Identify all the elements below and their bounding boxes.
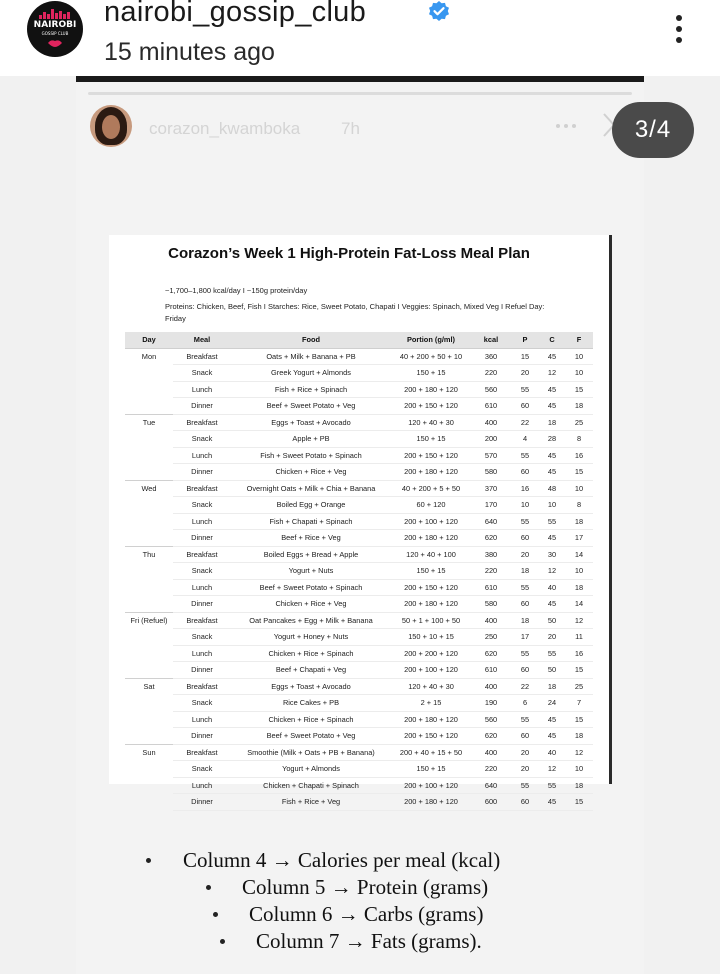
cell-carbs: 20 xyxy=(539,629,565,646)
cell-protein: 60 xyxy=(511,662,539,679)
cell-meal: Dinner xyxy=(173,464,231,481)
cell-day: Wed xyxy=(125,480,173,497)
cell-protein: 20 xyxy=(511,365,539,382)
cell-portion: 200 + 150 + 120 xyxy=(391,398,471,415)
bullet-icon xyxy=(146,858,151,863)
cell-portion: 150 + 10 + 15 xyxy=(391,629,471,646)
cell-portion: 2 + 15 xyxy=(391,695,471,712)
table-row xyxy=(125,546,593,563)
cell-carbs: 50 xyxy=(539,662,565,679)
verified-badge-icon xyxy=(427,0,451,24)
cell-day xyxy=(125,563,173,580)
cell-meal: Dinner xyxy=(173,596,231,613)
cell-carbs: 45 xyxy=(539,728,565,745)
caption-line-1: Column 4 → Calories per meal (kcal) xyxy=(183,848,501,872)
cell-day xyxy=(125,381,173,398)
cell-protein: 60 xyxy=(511,530,539,547)
column-header-meal: Meal xyxy=(173,332,231,348)
table-row xyxy=(125,744,593,761)
cell-carbs: 10 xyxy=(539,497,565,514)
cell-carbs: 30 xyxy=(539,546,565,563)
cell-day xyxy=(125,777,173,794)
cell-food: Eggs + Toast + Avocado xyxy=(231,414,391,431)
cell-meal: Dinner xyxy=(173,662,231,679)
cell-fat: 10 xyxy=(565,761,593,778)
cell-protein: 18 xyxy=(511,612,539,629)
cell-kcal: 220 xyxy=(471,365,511,382)
cell-food: Rice Cakes + PB xyxy=(231,695,391,712)
column-header-food: Food xyxy=(231,332,391,348)
cell-food: Fish + Rice + Spinach xyxy=(231,381,391,398)
cell-carbs: 18 xyxy=(539,414,565,431)
cell-carbs: 45 xyxy=(539,447,565,464)
cell-protein: 20 xyxy=(511,761,539,778)
cell-day xyxy=(125,431,173,448)
table-row xyxy=(125,447,593,464)
cell-food: Yogurt + Almonds xyxy=(231,761,391,778)
cell-food: Boiled Eggs + Bread + Apple xyxy=(231,546,391,563)
cell-portion: 150 + 15 xyxy=(391,365,471,382)
cell-fat: 18 xyxy=(565,398,593,415)
cell-fat: 14 xyxy=(565,596,593,613)
more-vertical-icon xyxy=(676,15,682,21)
cell-day xyxy=(125,513,173,530)
cell-day xyxy=(125,579,173,596)
table-row xyxy=(125,398,593,415)
table-row xyxy=(125,513,593,530)
meal-plan-table xyxy=(125,332,593,811)
table-row xyxy=(125,497,593,514)
cell-day xyxy=(125,728,173,745)
column-header-portion: Portion (g/ml) xyxy=(391,332,471,348)
cell-meal: Snack xyxy=(173,365,231,382)
table-row xyxy=(125,612,593,629)
document-edge xyxy=(609,235,612,784)
cell-meal: Lunch xyxy=(173,381,231,398)
cell-food: Beef + Sweet Potato + Veg xyxy=(231,398,391,415)
lips-logo-icon xyxy=(48,39,62,47)
cell-fat: 16 xyxy=(565,447,593,464)
cell-carbs: 45 xyxy=(539,711,565,728)
cell-meal: Lunch xyxy=(173,447,231,464)
table-row xyxy=(125,711,593,728)
cell-carbs: 45 xyxy=(539,596,565,613)
cell-fat: 16 xyxy=(565,645,593,662)
cell-meal: Lunch xyxy=(173,513,231,530)
cell-meal: Breakfast xyxy=(173,678,231,695)
cell-carbs: 40 xyxy=(539,744,565,761)
cell-portion: 200 + 40 + 15 + 50 xyxy=(391,744,471,761)
cell-fat: 10 xyxy=(565,365,593,382)
table-header-row xyxy=(125,332,593,348)
cell-meal: Breakfast xyxy=(173,612,231,629)
cell-protein: 15 xyxy=(511,348,539,365)
cell-food: Fish + Sweet Potato + Spinach xyxy=(231,447,391,464)
cell-kcal: 360 xyxy=(471,348,511,365)
cell-kcal: 620 xyxy=(471,530,511,547)
cell-portion: 120 + 40 + 30 xyxy=(391,678,471,695)
table-row xyxy=(125,365,593,382)
story-progress-bar xyxy=(88,92,632,95)
cell-meal: Lunch xyxy=(173,777,231,794)
cell-protein: 4 xyxy=(511,431,539,448)
cell-fat: 15 xyxy=(565,794,593,811)
cell-food: Beef + Sweet Potato + Spinach xyxy=(231,579,391,596)
cell-fat: 10 xyxy=(565,480,593,497)
cell-kcal: 610 xyxy=(471,398,511,415)
cell-meal: Dinner xyxy=(173,530,231,547)
cell-day xyxy=(125,761,173,778)
cell-fat: 7 xyxy=(565,695,593,712)
column-header-kcal: kcal xyxy=(471,332,511,348)
cell-meal: Lunch xyxy=(173,645,231,662)
column-header-day: Day xyxy=(125,332,173,348)
cell-food: Chicken + Chapati + Spinach xyxy=(231,777,391,794)
cell-fat: 15 xyxy=(565,711,593,728)
cell-fat: 15 xyxy=(565,381,593,398)
post-timestamp: 15 minutes ago xyxy=(104,38,275,66)
cell-portion: 200 + 150 + 120 xyxy=(391,579,471,596)
cell-food: Chicken + Rice + Spinach xyxy=(231,711,391,728)
table-row xyxy=(125,678,593,695)
bullet-icon xyxy=(206,885,211,890)
cell-fat: 18 xyxy=(565,777,593,794)
cell-day: Tue xyxy=(125,414,173,431)
cell-food: Fish + Chapati + Spinach xyxy=(231,513,391,530)
cell-fat: 11 xyxy=(565,629,593,646)
cell-food: Beef + Chapati + Veg xyxy=(231,662,391,679)
carousel-page-counter: 3/4 xyxy=(612,102,694,158)
cell-portion: 200 + 180 + 120 xyxy=(391,711,471,728)
cell-kcal: 200 xyxy=(471,431,511,448)
cell-fat: 18 xyxy=(565,513,593,530)
table-row xyxy=(125,579,593,596)
cell-protein: 18 xyxy=(511,563,539,580)
bullet-icon xyxy=(220,939,225,944)
cell-food: Chicken + Rice + Veg xyxy=(231,464,391,481)
caption-line-4: Column 7 → Fats (grams). xyxy=(256,929,482,953)
cell-kcal: 400 xyxy=(471,612,511,629)
account-username[interactable]: nairobi_gossip_club xyxy=(104,0,367,28)
cell-fat: 14 xyxy=(565,546,593,563)
cell-portion: 40 + 200 + 50 + 10 xyxy=(391,348,471,365)
cell-carbs: 45 xyxy=(539,348,565,365)
cell-carbs: 12 xyxy=(539,365,565,382)
cell-carbs: 12 xyxy=(539,761,565,778)
cell-food: Chicken + Rice + Veg xyxy=(231,596,391,613)
cell-portion: 150 + 15 xyxy=(391,431,471,448)
cell-carbs: 55 xyxy=(539,645,565,662)
cell-day xyxy=(125,711,173,728)
cell-kcal: 640 xyxy=(471,777,511,794)
cell-carbs: 45 xyxy=(539,794,565,811)
cell-food: Boiled Egg + Orange xyxy=(231,497,391,514)
account-avatar[interactable] xyxy=(27,1,83,57)
document-subtitle-foods: Proteins: Chicken, Beef, Fish I Starches: Rice, Sweet Potato, Chapati I Veggies: Spinach, Mixed Veg I Refuel Day: Friday xyxy=(165,302,545,323)
cell-food: Fish + Rice + Veg xyxy=(231,794,391,811)
meal-plan-document xyxy=(109,235,611,807)
cell-kcal: 220 xyxy=(471,563,511,580)
cell-fat: 8 xyxy=(565,431,593,448)
cell-protein: 55 xyxy=(511,579,539,596)
cell-day xyxy=(125,662,173,679)
cell-meal: Dinner xyxy=(173,728,231,745)
cell-protein: 55 xyxy=(511,381,539,398)
table-row xyxy=(125,629,593,646)
cell-food: Oat Pancakes + Egg + Milk + Banana xyxy=(231,612,391,629)
cell-food: Beef + Rice + Veg xyxy=(231,530,391,547)
cell-carbs: 45 xyxy=(539,381,565,398)
cell-meal: Dinner xyxy=(173,398,231,415)
cell-fat: 8 xyxy=(565,497,593,514)
story-username[interactable]: corazon_kwamboka xyxy=(149,119,301,138)
cell-food: Beef + Sweet Potato + Veg xyxy=(231,728,391,745)
cell-food: Yogurt + Nuts xyxy=(231,563,391,580)
cell-portion: 200 + 150 + 120 xyxy=(391,728,471,745)
cell-kcal: 190 xyxy=(471,695,511,712)
more-options-button[interactable] xyxy=(667,11,691,47)
cell-food: Greek Yogurt + Almonds xyxy=(231,365,391,382)
cell-kcal: 580 xyxy=(471,596,511,613)
cell-carbs: 24 xyxy=(539,695,565,712)
table-row xyxy=(125,794,593,811)
cell-portion: 200 + 180 + 120 xyxy=(391,794,471,811)
cell-portion: 120 + 40 + 100 xyxy=(391,546,471,563)
story-user-avatar[interactable] xyxy=(90,105,132,147)
cell-carbs: 45 xyxy=(539,530,565,547)
bullet-icon xyxy=(213,912,218,917)
cell-carbs: 45 xyxy=(539,398,565,415)
cell-kcal: 640 xyxy=(471,513,511,530)
cell-carbs: 45 xyxy=(539,464,565,481)
cell-kcal: 580 xyxy=(471,464,511,481)
cell-meal: Breakfast xyxy=(173,744,231,761)
cell-day: Fri (Refuel) xyxy=(125,612,173,629)
cell-carbs: 55 xyxy=(539,777,565,794)
cell-portion: 200 + 180 + 120 xyxy=(391,596,471,613)
cell-meal: Breakfast xyxy=(173,546,231,563)
avatar-logo-subtext: GOSSIP CLUB xyxy=(41,31,69,36)
table-row xyxy=(125,381,593,398)
cell-meal: Dinner xyxy=(173,794,231,811)
cell-meal: Breakfast xyxy=(173,480,231,497)
cell-carbs: 28 xyxy=(539,431,565,448)
cell-protein: 20 xyxy=(511,546,539,563)
column-header-protein: P xyxy=(511,332,539,348)
cell-kcal: 250 xyxy=(471,629,511,646)
cell-protein: 55 xyxy=(511,513,539,530)
more-horizontal-icon[interactable] xyxy=(556,123,578,131)
cell-protein: 55 xyxy=(511,777,539,794)
table-row xyxy=(125,728,593,745)
cell-protein: 6 xyxy=(511,695,539,712)
cell-fat: 25 xyxy=(565,678,593,695)
cell-fat: 15 xyxy=(565,662,593,679)
cell-meal: Breakfast xyxy=(173,414,231,431)
cell-meal: Snack xyxy=(173,695,231,712)
cell-day xyxy=(125,447,173,464)
cell-fat: 12 xyxy=(565,744,593,761)
table-row xyxy=(125,596,593,613)
table-row xyxy=(125,662,593,679)
cell-kcal: 400 xyxy=(471,744,511,761)
cell-day: Sat xyxy=(125,678,173,695)
cell-protein: 16 xyxy=(511,480,539,497)
cell-protein: 55 xyxy=(511,711,539,728)
cell-portion: 60 + 120 xyxy=(391,497,471,514)
document-title: Corazon’s Week 1 High-Protein Fat-Loss Meal Plan xyxy=(168,245,530,262)
cell-kcal: 220 xyxy=(471,761,511,778)
cell-food: Overnight Oats + Milk + Chia + Banana xyxy=(231,480,391,497)
cell-carbs: 18 xyxy=(539,678,565,695)
table-row xyxy=(125,414,593,431)
cell-kcal: 400 xyxy=(471,414,511,431)
cell-meal: Snack xyxy=(173,761,231,778)
cell-meal: Breakfast xyxy=(173,348,231,365)
table-row xyxy=(125,348,593,365)
document-subtitle-targets: ~1,700–1,800 kcal/day I ~150g protein/day xyxy=(165,286,308,295)
cell-kcal: 620 xyxy=(471,645,511,662)
cell-carbs: 50 xyxy=(539,612,565,629)
cell-meal: Lunch xyxy=(173,711,231,728)
cell-portion: 200 + 180 + 120 xyxy=(391,530,471,547)
cell-protein: 17 xyxy=(511,629,539,646)
caption-line-2: Column 5 → Protein (grams) xyxy=(242,875,489,899)
cell-day: Mon xyxy=(141,352,157,361)
cell-protein: 22 xyxy=(511,414,539,431)
cell-portion: 40 + 200 + 5 + 50 xyxy=(391,480,471,497)
cell-meal: Snack xyxy=(173,629,231,646)
cell-food: Yogurt + Honey + Nuts xyxy=(231,629,391,646)
cell-portion: 50 + 1 + 100 + 50 xyxy=(391,612,471,629)
table-row xyxy=(125,464,593,481)
cell-fat: 10 xyxy=(565,348,593,365)
cell-kcal: 620 xyxy=(471,728,511,745)
caption-line-3: Column 6 → Carbs (grams) xyxy=(249,902,484,926)
cell-protein: 60 xyxy=(511,596,539,613)
cell-fat: 17 xyxy=(565,530,593,547)
cell-portion: 200 + 100 + 120 xyxy=(391,777,471,794)
cell-protein: 55 xyxy=(511,645,539,662)
table-row xyxy=(125,431,593,448)
cell-day: Sun xyxy=(125,744,173,761)
cell-fat: 10 xyxy=(565,563,593,580)
cell-protein: 55 xyxy=(511,447,539,464)
cell-portion: 200 + 180 + 120 xyxy=(391,381,471,398)
cell-day xyxy=(125,464,173,481)
cell-food: Chicken + Rice + Spinach xyxy=(231,645,391,662)
cell-carbs: 40 xyxy=(539,579,565,596)
cell-protein: 60 xyxy=(511,464,539,481)
cell-day xyxy=(125,695,173,712)
cell-protein: 60 xyxy=(511,398,539,415)
cell-protein: 60 xyxy=(511,794,539,811)
cell-day xyxy=(125,645,173,662)
cell-meal: Snack xyxy=(173,497,231,514)
cell-protein: 20 xyxy=(511,744,539,761)
cell-meal: Snack xyxy=(173,563,231,580)
cell-day xyxy=(125,398,173,415)
cell-protein: 22 xyxy=(511,678,539,695)
cell-protein: 10 xyxy=(511,497,539,514)
cell-food: Eggs + Toast + Avocado xyxy=(231,678,391,695)
cell-day: Thu xyxy=(125,546,173,563)
cell-carbs: 48 xyxy=(539,480,565,497)
cell-kcal: 560 xyxy=(471,711,511,728)
table-row xyxy=(125,530,593,547)
cell-carbs: 12 xyxy=(539,563,565,580)
cell-food: Oats + Milk + Banana + PB xyxy=(231,348,391,365)
cell-portion: 200 + 180 + 120 xyxy=(391,464,471,481)
cell-meal: Lunch xyxy=(173,579,231,596)
cell-day xyxy=(125,497,173,514)
cell-kcal: 600 xyxy=(471,794,511,811)
cell-day xyxy=(125,365,173,382)
cell-kcal: 570 xyxy=(471,447,511,464)
table-row xyxy=(125,695,593,712)
cell-food: Apple + PB xyxy=(231,431,391,448)
cell-carbs: 55 xyxy=(539,513,565,530)
cell-meal: Snack xyxy=(173,431,231,448)
column-header-fat: F xyxy=(565,332,593,348)
cell-fat: 18 xyxy=(565,579,593,596)
table-row xyxy=(125,645,593,662)
table-row xyxy=(125,761,593,778)
cell-kcal: 170 xyxy=(471,497,511,514)
story-top-edge xyxy=(76,76,644,82)
cell-day xyxy=(125,530,173,547)
cell-portion: 150 + 15 xyxy=(391,761,471,778)
table-row xyxy=(125,777,593,794)
cell-portion: 150 + 15 xyxy=(391,563,471,580)
cell-kcal: 380 xyxy=(471,546,511,563)
cell-day xyxy=(125,629,173,646)
cell-portion: 200 + 150 + 120 xyxy=(391,447,471,464)
cell-day xyxy=(125,596,173,613)
cell-kcal: 370 xyxy=(471,480,511,497)
cell-fat: 18 xyxy=(565,728,593,745)
table-row xyxy=(125,480,593,497)
column-header-carbs: C xyxy=(539,332,565,348)
cell-portion: 200 + 100 + 120 xyxy=(391,662,471,679)
cell-kcal: 610 xyxy=(471,579,511,596)
table-row xyxy=(125,563,593,580)
cell-fat: 12 xyxy=(565,612,593,629)
cell-kcal: 610 xyxy=(471,662,511,679)
cell-fat: 25 xyxy=(565,414,593,431)
cell-portion: 200 + 100 + 120 xyxy=(391,513,471,530)
cell-food: Smoothie (Milk + Oats + PB + Banana) xyxy=(231,744,391,761)
cell-day xyxy=(125,794,173,811)
skyline-logo-icon xyxy=(39,9,71,19)
avatar-logo-text: NAIROBI xyxy=(33,20,77,30)
cell-kcal: 560 xyxy=(471,381,511,398)
cell-protein: 60 xyxy=(511,728,539,745)
cell-fat: 15 xyxy=(565,464,593,481)
cell-portion: 120 + 40 + 30 xyxy=(391,414,471,431)
story-time: 7h xyxy=(341,119,360,138)
cell-kcal: 400 xyxy=(471,678,511,695)
cell-portion: 200 + 200 + 120 xyxy=(391,645,471,662)
